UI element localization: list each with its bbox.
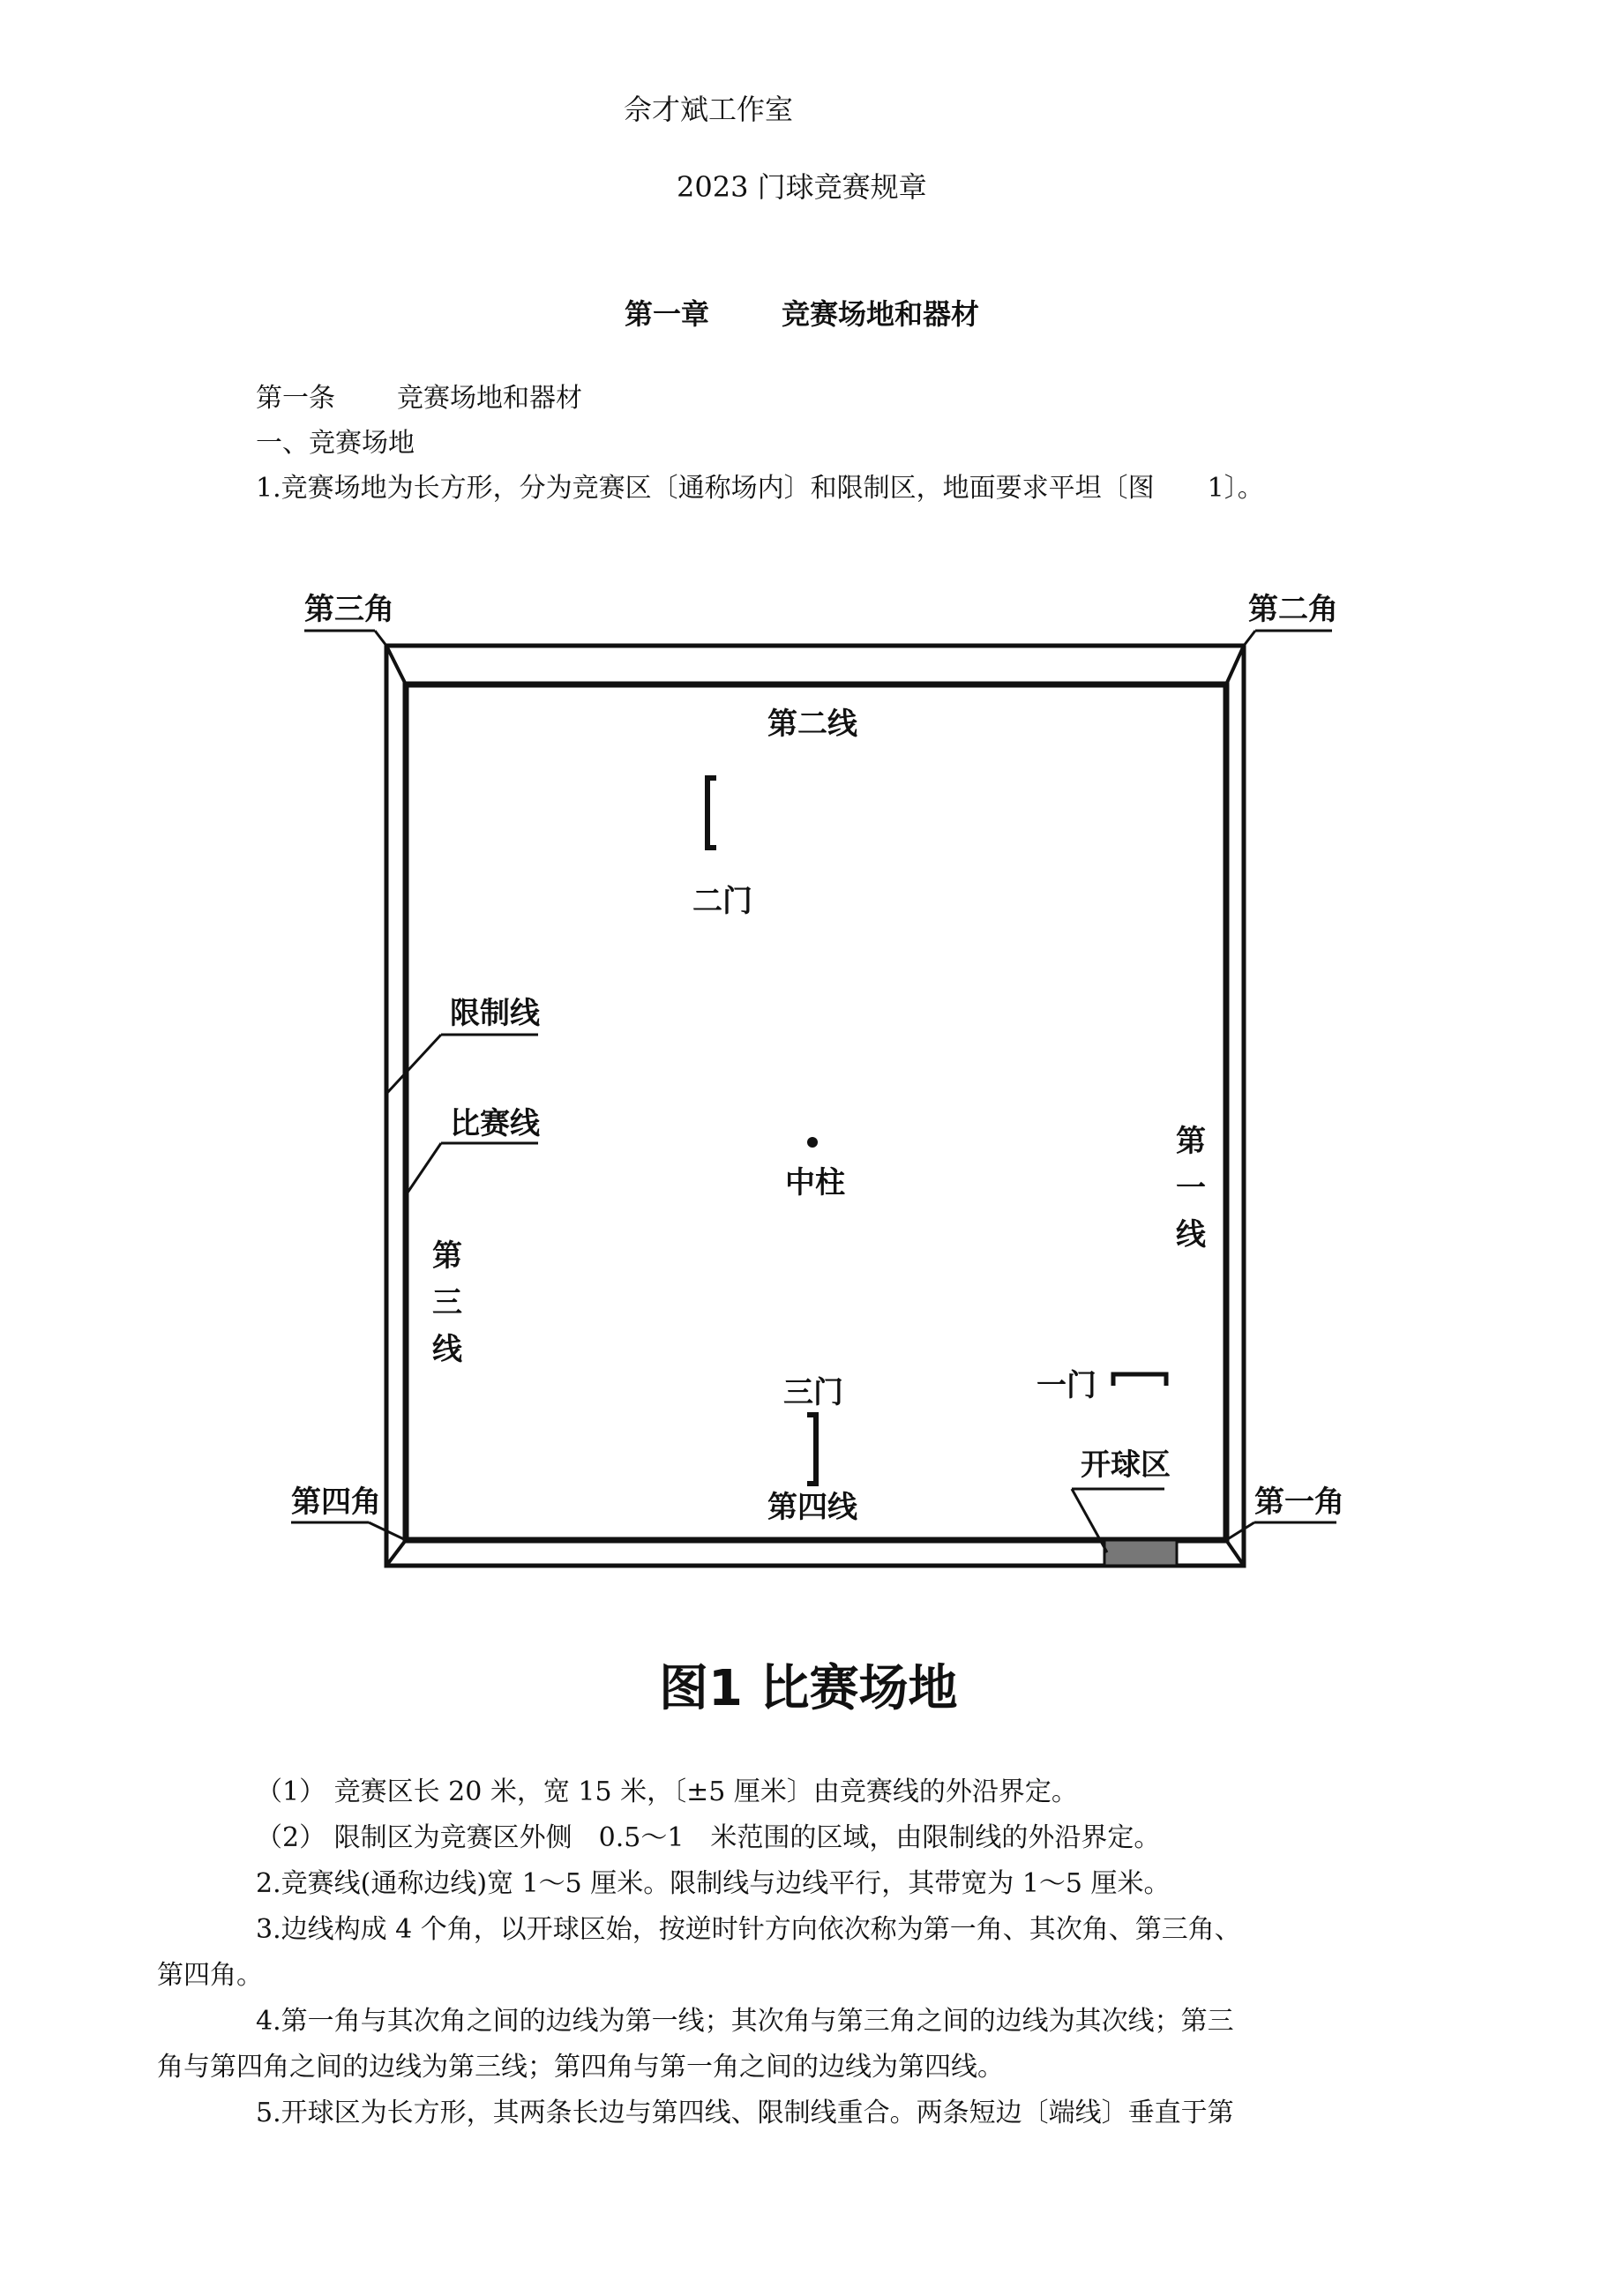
gate-1-label: 一门: [1037, 1368, 1096, 1403]
paragraph: （2） 限制区为竞赛区外侧 0.5～1 米范围的区域，由限制线的外沿界定。: [256, 1822, 1161, 1853]
studio-name: 佘才斌工作室: [624, 93, 794, 126]
paragraph: 3.边线构成 4 个角，以开球区始，按逆时针方向依次称为第一角、其次角、第三角、: [256, 1914, 1241, 1945]
court-diagram: [265, 547, 1376, 1746]
match-line-label: 比赛线: [450, 1106, 540, 1141]
figure-caption: 图1 比赛场地: [659, 1660, 958, 1717]
line-1-label: [1176, 1124, 1207, 1253]
paragraph: 角与第四角之间的边线为第三线；第四角与第一角之间的边线为第四线。: [157, 2052, 1004, 2083]
chapter-heading: [625, 297, 980, 331]
start-zone-label: 开球区: [1081, 1447, 1171, 1483]
gate-2-mark: [707, 778, 716, 848]
center-pole-label: 中柱: [785, 1165, 845, 1200]
line-2-label: 第二线: [767, 707, 857, 742]
document-title: 2023 门球竞赛规章: [677, 170, 927, 204]
paragraph: （1） 竞赛区长 20 米，宽 15 米，〔±5 厘米〕由竞赛线的外沿界定。: [256, 1776, 1078, 1807]
article-title: 竞赛场地和器材: [397, 383, 582, 414]
line-3-char-2: 三: [432, 1285, 462, 1320]
gate-3-mark: [807, 1415, 816, 1484]
line-4-label: 第四线: [767, 1490, 857, 1525]
chapter-title: 竞赛场地和器材: [782, 297, 980, 331]
paragraph: 5.开球区为长方形，其两条长边与第四线、限制线重合。两条短边〔端线〕垂直于第: [256, 2098, 1234, 2128]
start-zone: [1104, 1540, 1177, 1566]
article-heading: [256, 385, 582, 412]
line-1-char-2: 一: [1176, 1170, 1206, 1206]
corner-3-label: 第三角: [304, 592, 394, 627]
gate-2-label: 二门: [692, 884, 752, 919]
line-3-label: [432, 1238, 463, 1367]
corner-4-label: 第四角: [291, 1485, 381, 1520]
line-1-char-3: 线: [1176, 1217, 1206, 1253]
restriction-line-label: 限制线: [450, 996, 540, 1031]
gate-3-label: 三门: [783, 1375, 843, 1410]
paragraph: 第四角。: [157, 1960, 263, 1991]
corner-1-label: 第一角: [1254, 1485, 1344, 1520]
gate-1-mark: [1113, 1374, 1166, 1386]
paragraph: 1.竞赛场地为长方形，分为竞赛区〔通称场内〕和限制区，地面要求平坦〔图 1〕。: [256, 473, 1264, 504]
center-pole-dot: [807, 1137, 818, 1148]
paragraph: 4.第一角与其次角之间的边线为第一线；其次角与第三角之间的边线为其次线；第三: [256, 2006, 1234, 2037]
chapter-number: 第一章: [625, 297, 710, 331]
corner-2-label: 第二角: [1248, 592, 1338, 627]
article-number: 第一条: [256, 383, 335, 414]
line-3-char-1: 第: [432, 1238, 462, 1274]
section-heading: 一、竞赛场地: [256, 428, 415, 459]
paragraph: 2.竞赛线(通称边线)宽 1～5 厘米。限制线与边线平行，其带宽为 1～5 厘米。: [256, 1868, 1171, 1899]
line-3-char-3: 线: [432, 1332, 462, 1367]
line-1-char-1: 第: [1176, 1124, 1206, 1159]
